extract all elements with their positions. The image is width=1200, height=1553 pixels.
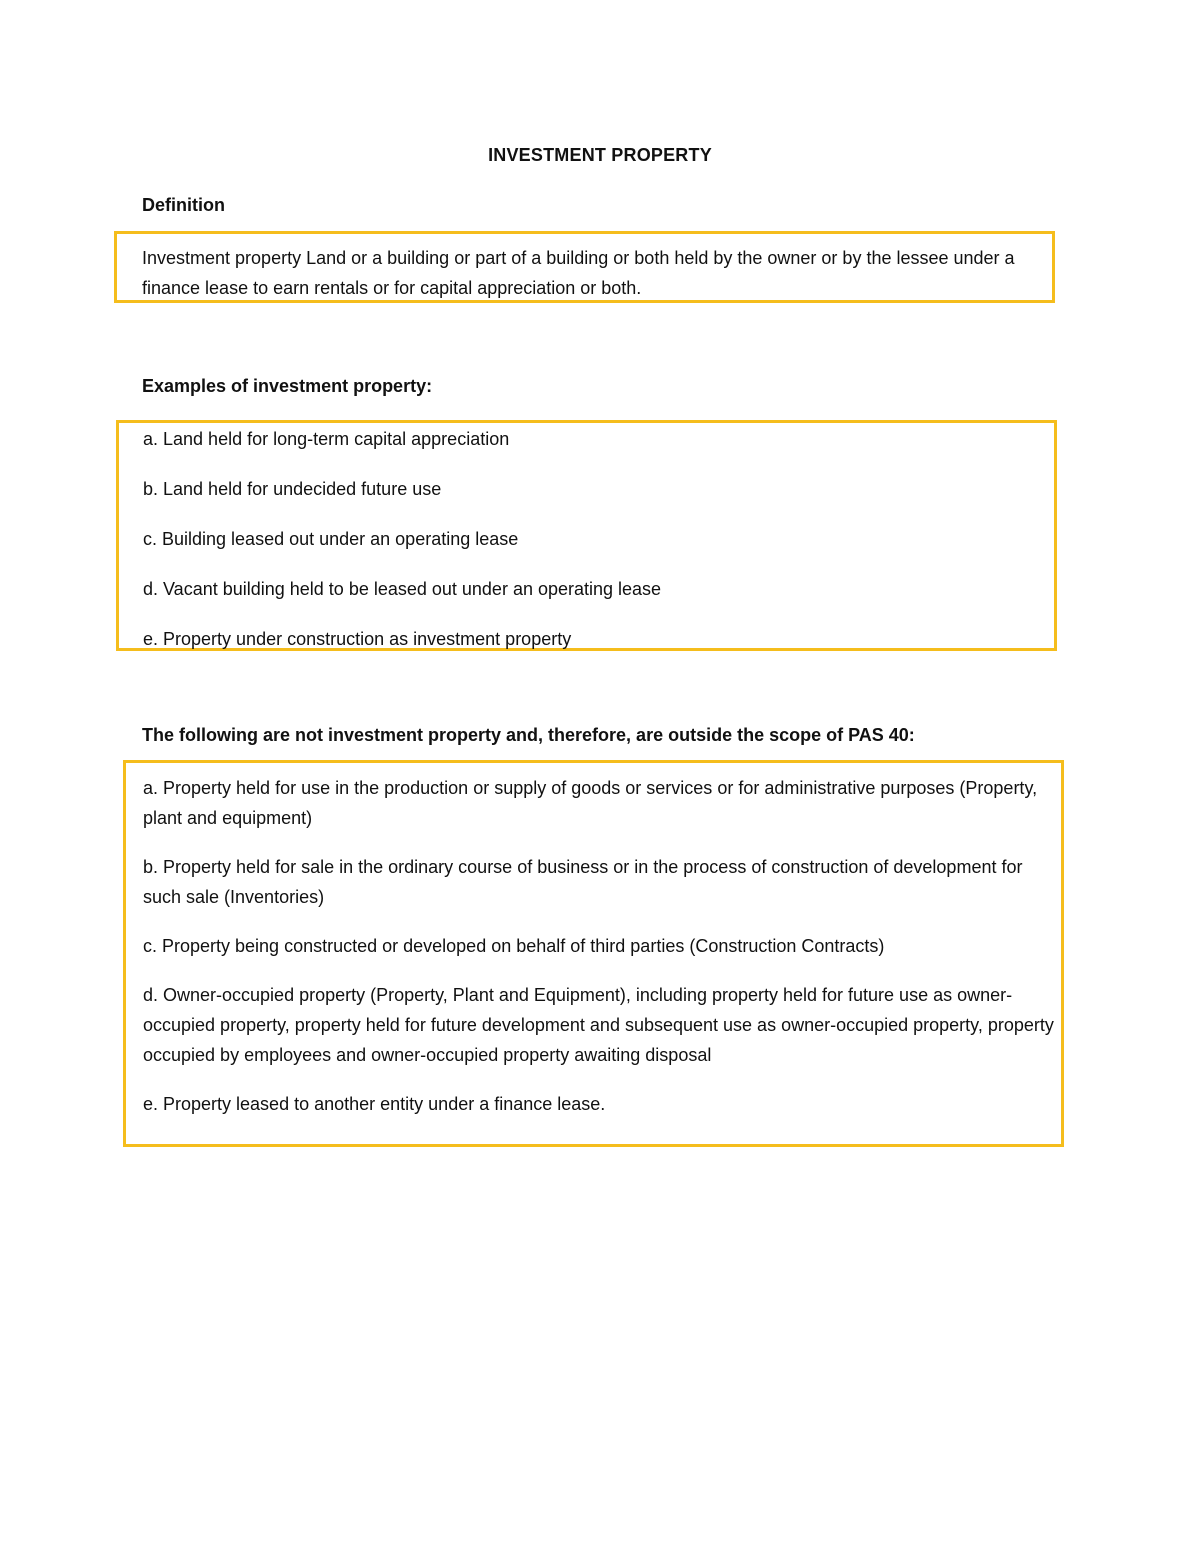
list-item: d. Owner-occupied property (Property, Plant and Equipment), including property held for future use as owner-occupied property, property held for future development and subsequent use as owner-occupied property, property occupied by employees and owner-occupied property awaiting disposal [143, 985, 1054, 1065]
list-item: a. Land held for long-term capital appreciation [143, 429, 510, 449]
list-item: b. Property held for sale in the ordinary course of business or in the process of construction of development for such sale (Inventories) [143, 857, 1023, 907]
list-item: c. Building leased out under an operating lease [143, 529, 519, 549]
list-item: c. Property being constructed or developed on behalf of third parties (Construction Contracts) [143, 936, 885, 956]
examples-heading: Examples of investment property: [142, 376, 433, 396]
definition-heading: Definition [142, 195, 225, 215]
page-title: INVESTMENT PROPERTY [488, 145, 712, 165]
definition-text: Investment property Land or a building or part of a building or both held by the owner or by the lessee under a finance lease to earn rentals or for capital appreciation or both. [142, 248, 1015, 298]
list-item: e. Property under construction as investment property [143, 629, 572, 649]
not-investment-heading: The following are not investment property and, therefore, are outside the scope of PAS 40: [142, 725, 915, 745]
list-item: b. Land held for undecided future use [143, 479, 442, 499]
list-item: d. Vacant building held to be leased out under an operating lease [143, 579, 662, 599]
list-item: e. Property leased to another entity under a finance lease. [143, 1094, 606, 1114]
list-item: a. Property held for use in the production or supply of goods or services or for administrative purposes (Property, plant and equipment) [143, 778, 1038, 828]
definition-box [114, 231, 1055, 303]
examples-box [116, 420, 1057, 651]
not-investment-box [123, 760, 1064, 1147]
